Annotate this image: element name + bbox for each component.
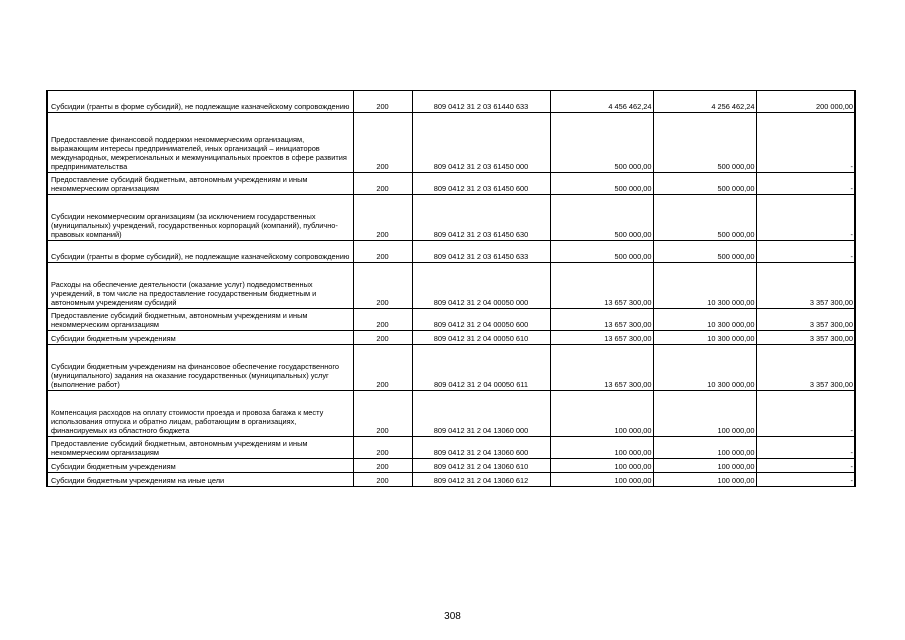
- row-name-cell: Расходы на обеспечение деятельности (оказание услуг) подведомственных учреждений, в том числе на предоставление государственным бюджетным и автономным учреждениям субсидий: [47, 263, 353, 309]
- row-total-cell: 500 000,00: [550, 113, 653, 173]
- row-name-cell: Субсидии (гранты в форме субсидий), не подлежащие казначейскому сопровождению: [47, 241, 353, 263]
- row-code-cell: 200: [353, 241, 412, 263]
- row-total-cell: 13 657 300,00: [550, 263, 653, 309]
- row-total-cell: 500 000,00: [550, 195, 653, 241]
- row-kbk-cell: 809 0412 31 2 03 61450 600: [412, 173, 550, 195]
- table-row: [47, 113, 855, 173]
- table-row: [47, 345, 855, 391]
- row-amount2-cell: 10 300 000,00: [653, 263, 756, 309]
- row-amount2-cell: 500 000,00: [653, 173, 756, 195]
- row-amount3-cell: 200 000,00: [756, 91, 855, 113]
- row-amount3-cell: -: [756, 173, 855, 195]
- row-code-cell: 200: [353, 459, 412, 473]
- row-amount2-cell: 100 000,00: [653, 391, 756, 437]
- row-code-cell: 200: [353, 345, 412, 391]
- row-kbk-cell: 809 0412 31 2 04 13060 600: [412, 437, 550, 459]
- row-amount3-cell: -: [756, 473, 855, 487]
- row-name-cell: Предоставление субсидий бюджетным, автономным учреждениям и иным некоммерческим организациям: [47, 437, 353, 459]
- row-code-cell: 200: [353, 195, 412, 241]
- row-total-cell: 13 657 300,00: [550, 331, 653, 345]
- row-name-cell: Предоставление финансовой поддержки некоммерческим организациям, выражающим интересы предпринимателей, иных организаций – инициаторов международных, межрегиональных и межмуниципальных проектов в сфере развития предпринимательства: [47, 113, 353, 173]
- row-total-cell: 100 000,00: [550, 473, 653, 487]
- row-amount2-cell: 500 000,00: [653, 241, 756, 263]
- row-amount3-cell: 3 357 300,00: [756, 263, 855, 309]
- row-name-cell: Предоставление субсидий бюджетным, автономным учреждениям и иным некоммерческим организациям: [47, 173, 353, 195]
- row-total-cell: 500 000,00: [550, 241, 653, 263]
- row-total-cell: 100 000,00: [550, 391, 653, 437]
- row-total-cell: 4 456 462,24: [550, 91, 653, 113]
- row-code-cell: 200: [353, 473, 412, 487]
- row-total-cell: 13 657 300,00: [550, 309, 653, 331]
- row-kbk-cell: 809 0412 31 2 04 00050 600: [412, 309, 550, 331]
- row-name-cell: Субсидии бюджетным учреждениям: [47, 331, 353, 345]
- row-kbk-cell: 809 0412 31 2 04 00050 611: [412, 345, 550, 391]
- table-row: [47, 437, 855, 459]
- row-kbk-cell: 809 0412 31 2 03 61450 633: [412, 241, 550, 263]
- row-name-cell: Компенсация расходов на оплату стоимости проезда и провоза багажа к месту использования отпуска и обратно лицам, работающим в организациях, финансируемых из областного бюджета: [47, 391, 353, 437]
- budget-table: [46, 90, 856, 487]
- row-total-cell: 100 000,00: [550, 437, 653, 459]
- row-kbk-cell: 809 0412 31 2 04 13060 610: [412, 459, 550, 473]
- row-amount2-cell: 4 256 462,24: [653, 91, 756, 113]
- table-row: [47, 241, 855, 263]
- row-total-cell: 100 000,00: [550, 459, 653, 473]
- row-code-cell: 200: [353, 391, 412, 437]
- row-amount2-cell: 100 000,00: [653, 459, 756, 473]
- row-name-cell: Субсидии бюджетным учреждениям на финансовое обеспечение государственного (муниципального) задания на оказание государственных (муниципальных) услуг (выполнение работ): [47, 345, 353, 391]
- row-kbk-cell: 809 0412 31 2 03 61440 633: [412, 91, 550, 113]
- table-row: [47, 91, 855, 113]
- row-amount3-cell: 3 357 300,00: [756, 331, 855, 345]
- row-amount2-cell: 10 300 000,00: [653, 331, 756, 345]
- row-amount3-cell: -: [756, 437, 855, 459]
- row-code-cell: 200: [353, 91, 412, 113]
- table-row: [47, 473, 855, 487]
- row-amount2-cell: 500 000,00: [653, 113, 756, 173]
- row-amount3-cell: -: [756, 459, 855, 473]
- row-amount2-cell: 100 000,00: [653, 473, 756, 487]
- row-amount3-cell: 3 357 300,00: [756, 309, 855, 331]
- table-row: [47, 391, 855, 437]
- row-code-cell: 200: [353, 437, 412, 459]
- row-code-cell: 200: [353, 173, 412, 195]
- table-row: [47, 263, 855, 309]
- row-kbk-cell: 809 0412 31 2 03 61450 000: [412, 113, 550, 173]
- page-number: 308: [444, 611, 461, 622]
- row-total-cell: 13 657 300,00: [550, 345, 653, 391]
- row-amount2-cell: 10 300 000,00: [653, 345, 756, 391]
- table-row: [47, 331, 855, 345]
- row-amount2-cell: 500 000,00: [653, 195, 756, 241]
- row-kbk-cell: 809 0412 31 2 04 13060 612: [412, 473, 550, 487]
- row-code-cell: 200: [353, 263, 412, 309]
- table-row: [47, 195, 855, 241]
- row-name-cell: Предоставление субсидий бюджетным, автономным учреждениям и иным некоммерческим организациям: [47, 309, 353, 331]
- row-name-cell: Субсидии некоммерческим организациям (за исключением государственных (муниципальных) учреждений, государственных корпораций (компаний), публично-правовых компаний): [47, 195, 353, 241]
- row-total-cell: 500 000,00: [550, 173, 653, 195]
- row-amount2-cell: 10 300 000,00: [653, 309, 756, 331]
- row-amount3-cell: 3 357 300,00: [756, 345, 855, 391]
- row-amount2-cell: 100 000,00: [653, 437, 756, 459]
- table-row: [47, 173, 855, 195]
- row-name-cell: Субсидии (гранты в форме субсидий), не подлежащие казначейскому сопровождению: [47, 91, 353, 113]
- table-row: [47, 309, 855, 331]
- row-kbk-cell: 809 0412 31 2 04 00050 610: [412, 331, 550, 345]
- row-name-cell: Субсидии бюджетным учреждениям на иные цели: [47, 473, 353, 487]
- row-kbk-cell: 809 0412 31 2 04 13060 000: [412, 391, 550, 437]
- row-code-cell: 200: [353, 113, 412, 173]
- row-code-cell: 200: [353, 309, 412, 331]
- row-amount3-cell: -: [756, 195, 855, 241]
- row-amount3-cell: -: [756, 113, 855, 173]
- table-row: [47, 459, 855, 473]
- row-amount3-cell: -: [756, 241, 855, 263]
- row-kbk-cell: 809 0412 31 2 04 00050 000: [412, 263, 550, 309]
- row-name-cell: Субсидии бюджетным учреждениям: [47, 459, 353, 473]
- row-kbk-cell: 809 0412 31 2 03 61450 630: [412, 195, 550, 241]
- row-code-cell: 200: [353, 331, 412, 345]
- row-amount3-cell: -: [756, 391, 855, 437]
